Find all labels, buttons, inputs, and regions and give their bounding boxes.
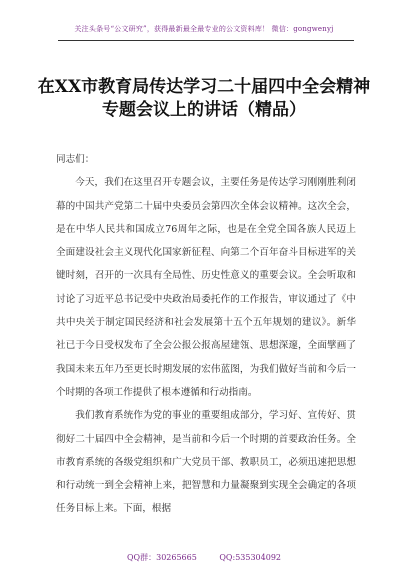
header-divider: [58, 40, 354, 41]
body-paragraph: 今天，我们在这里召开专题会议，主要任务是传达学习刚刚胜利闭幕的中国共产党第二十届中央委员会第四次全体会议精神。这次全会，是在中华人民共和国成立76周年之际，也是在全党全国各族人民迈上全面建设社会主义现代化国家新征程、向第二个百年奋斗目标进军的关键时刻，召开的一次具有全局性、历史性意义的重要会议。全会听取和讨论了习近平总书记受中央政治局委托作的工作报告，审议通过了《中共中央关于制定国民经济和社会发展第十五个五年规划的建议》。新华社已于今日受权发布了全会公报公报高屋建瓴、思想深邃，全面擘画了我国未来五年乃至更长时期发展的宏伟蓝图，为我们做好当前和今后一个时期的各项工作提供了根本遵循和行动指南。: [56, 177, 356, 398]
document-title: 在XX市教育局传达学习二十届四中全会精神专题会议上的讲话（精品）: [37, 77, 371, 120]
footer-qq: QQ:535304092: [219, 553, 281, 562]
footer-qq-group: QQ群：30265665: [126, 553, 197, 562]
document-body: [56, 148, 356, 521]
salutation: 同志们：: [56, 154, 95, 165]
body-paragraph: 我们教育系统作为党的事业的重要组成部分，学习好、宣传好、贯彻好二十届四中全会精神，是当前和今后一个时期的首要政治任务。全市教育系统的各级党组织和广大党员干部、教职员工，必须迅速把思想和行动统一到全会精神上来，把智慧和力量凝聚到实现全会确定的各项任务目标上来。下面，根据: [56, 410, 356, 515]
header-promo-note: 关注头条号“公文研究”，获得最新最全最专业的公文资料库！ 微信：gongwenyj: [74, 25, 334, 33]
footer-contact: [0, 552, 408, 563]
